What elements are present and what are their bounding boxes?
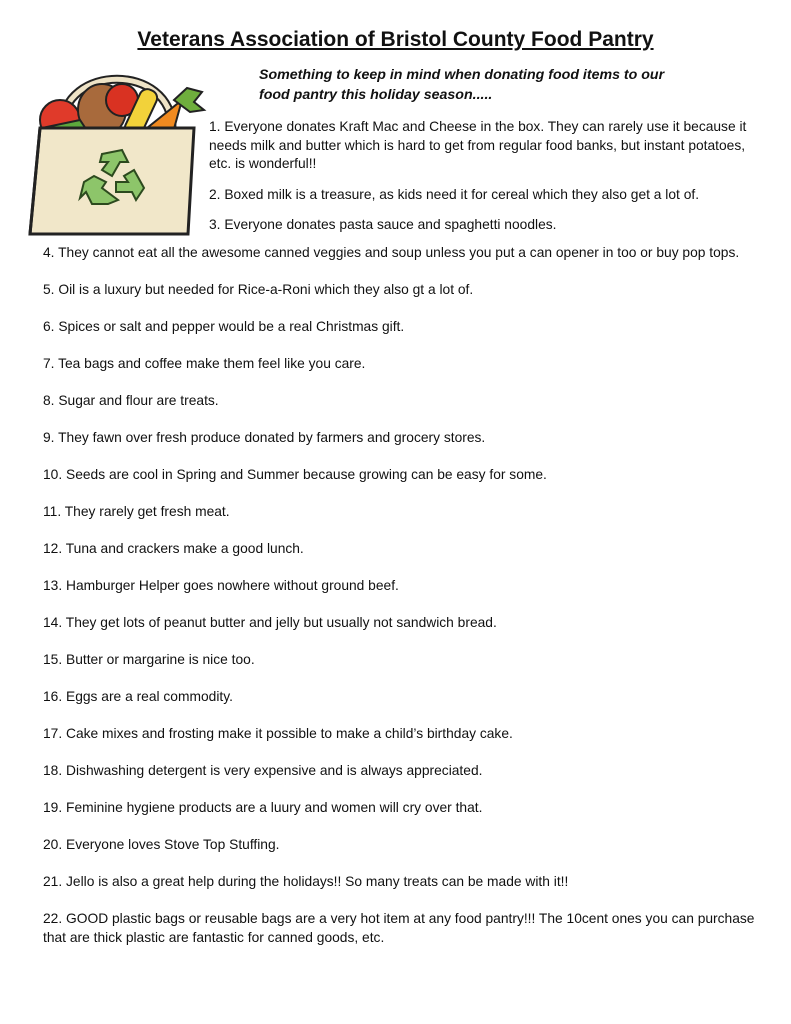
list-item: 11. They rarely get fresh meat. — [43, 504, 230, 519]
intro-text: Something to keep in mind when donating food items to our food pantry this holiday season..... — [259, 67, 665, 103]
item-list — [43, 244, 763, 947]
list-item: 8. Sugar and flour are treats. — [43, 393, 219, 408]
list-item: 12. Tuna and crackers make a good lunch. — [43, 541, 304, 556]
list-item: 9. They fawn over fresh produce donated by farmers and grocery stores. — [43, 430, 486, 445]
list-item: 20. Everyone loves Stove Top Stuffing. — [43, 837, 280, 852]
list-item: 5. Oil is a luxury but needed for Rice-a-Roni which they also gt a lot of. — [43, 282, 474, 297]
list-item: 14. They get lots of peanut butter and jelly but usually not sandwich bread. — [43, 615, 497, 630]
list-item: 19. Feminine hygiene products are a luury and women will cry over that. — [43, 800, 483, 815]
list-item: 1. Everyone donates Kraft Mac and Cheese in the box. They can rarely use it because it needs milk and butter which is hard to get from regular food banks, but instant potatoes, etc. is wonderful!! — [209, 119, 747, 171]
list-item: 6. Spices or salt and pepper would be a real Christmas gift. — [43, 319, 405, 334]
list-item: 4. They cannot eat all the awesome canned veggies and soup unless you put a can opener in too or buy pop tops. — [43, 245, 740, 260]
list-item: 22. GOOD plastic bags or reusable bags are a very hot item at any food pantry!!! The 10cent ones you can purchase that are thick plastic are fantastic for canned goods, etc. — [43, 911, 755, 945]
list-item: 17. Cake mixes and frosting make it possible to make a child’s birthday cake. — [43, 726, 513, 741]
list-item: 15. Butter or margarine is nice too. — [43, 652, 255, 667]
list-item: 3. Everyone donates pasta sauce and spaghetti noodles. — [209, 217, 557, 232]
page-title: Veterans Association of Bristol County Food Pantry — [137, 28, 654, 51]
list-item: 2. Boxed milk is a treasure, as kids need it for cereal which they also get a lot of. — [209, 186, 700, 202]
list-item: 7. Tea bags and coffee make them feel like you care. — [43, 356, 366, 371]
list-item: 18. Dishwashing detergent is very expensive and is always appreciated. — [43, 763, 483, 778]
list-item: 16. Eggs are a real commodity. — [43, 689, 233, 704]
grocery-bag-recycle-icon — [22, 58, 212, 238]
list-item: 10. Seeds are cool in Spring and Summer because growing can be easy for some. — [43, 467, 547, 482]
top-item-list — [209, 118, 754, 247]
list-item: 21. Jello is also a great help during the holidays!! So many treats can be made with it!! — [43, 874, 569, 889]
list-item: 13. Hamburger Helper goes nowhere without ground beef. — [43, 578, 399, 593]
